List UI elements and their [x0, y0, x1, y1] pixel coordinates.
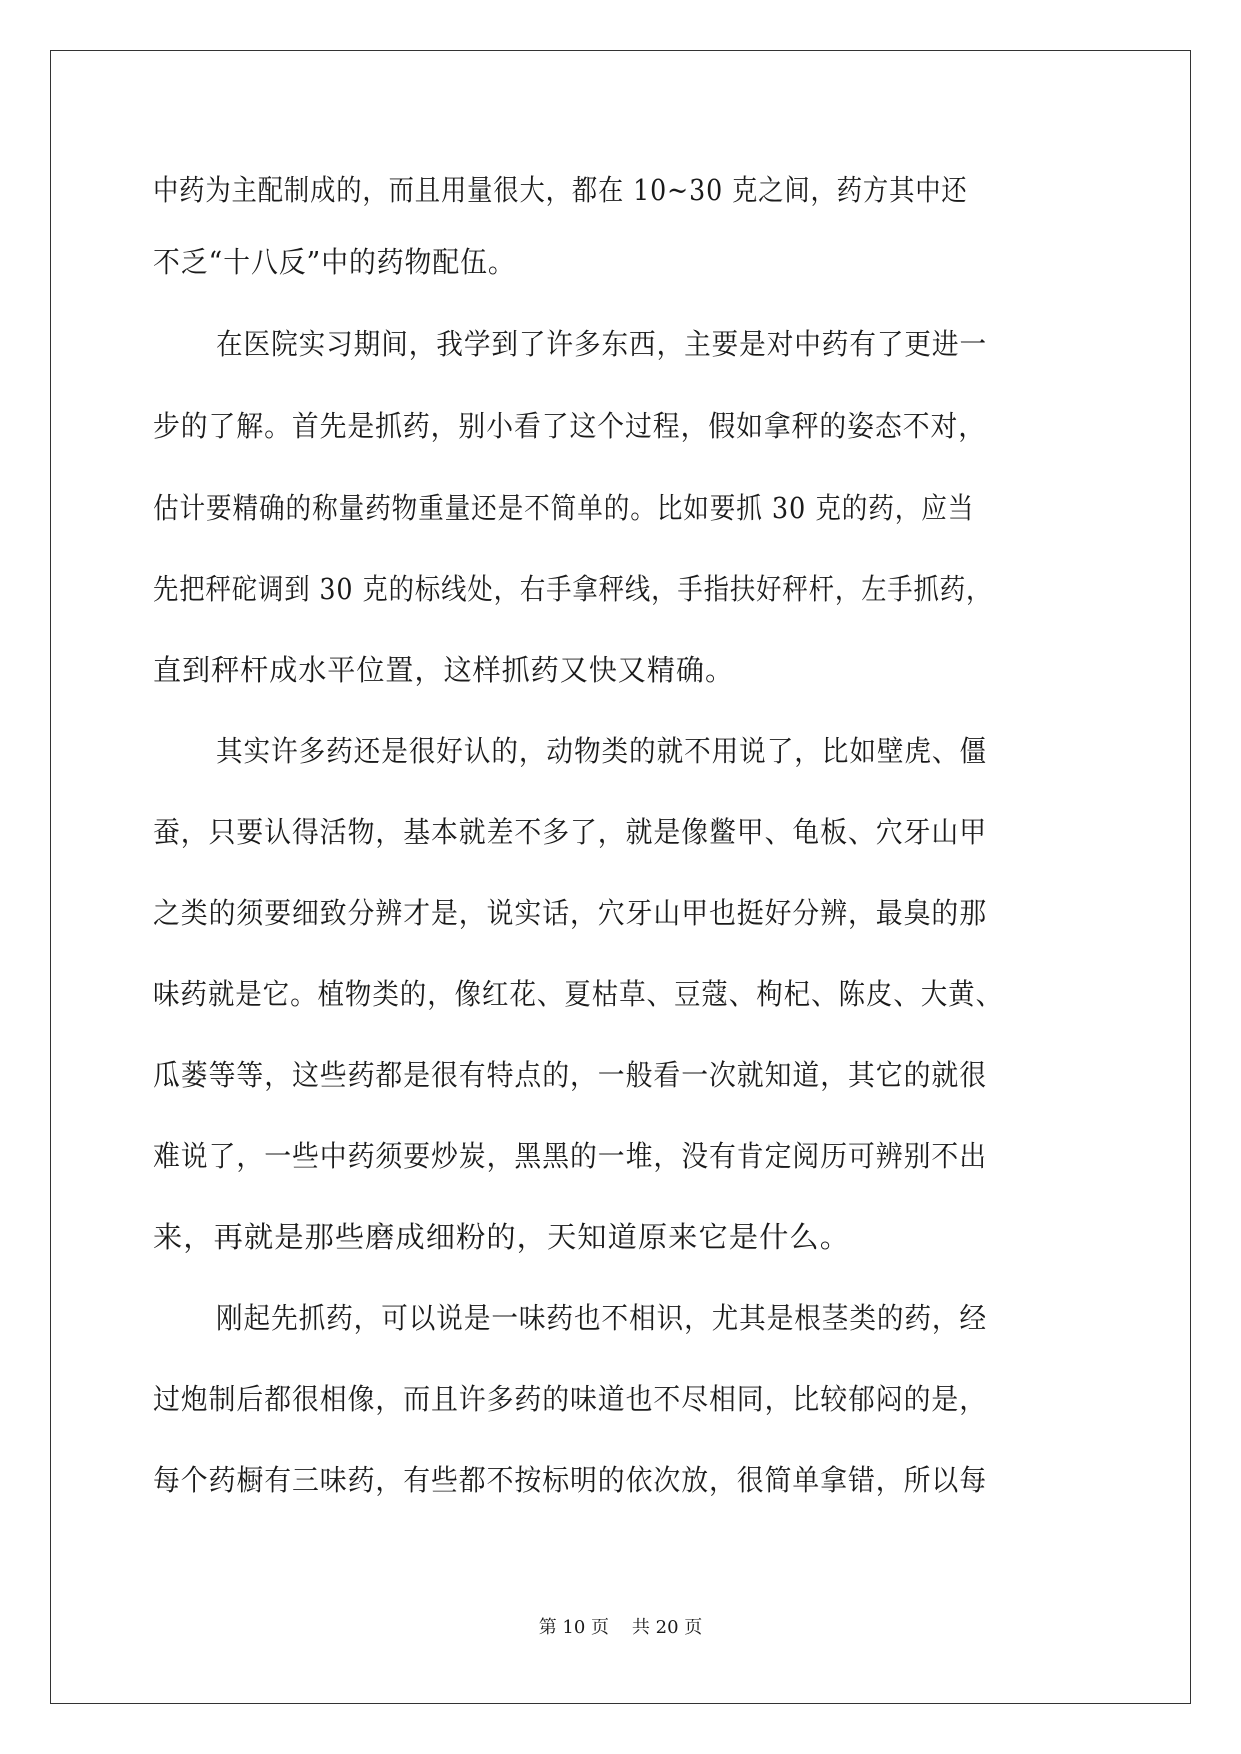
- text-line: 过炮制后都很相像，而且许多药的味道也不尽相同，比较郁闷的是，: [153, 1382, 988, 1416]
- page-footer: 第 10 页 共 20 页: [538, 1617, 703, 1638]
- text-line: 在医院实习期间，我学到了许多东西，主要是对中药有了更进一: [216, 327, 988, 361]
- text-line: 估计要精确的称量药物重量还是不简单的。比如要抓 30 克的药，应当: [153, 491, 975, 525]
- text-line: 每个药橱有三味药，有些都不按标明的依次放，很简单拿错，所以每: [153, 1463, 988, 1497]
- text-line: 中药为主配制成的，而且用量很大，都在 10~30 克之间，药方其中还: [153, 173, 968, 207]
- text-line: 蚕，只要认得活物，基本就差不多了，就是像鳖甲、龟板、穴牙山甲: [153, 815, 988, 849]
- page-border: [50, 50, 1191, 1704]
- text-line: 来，再就是那些磨成细粉的，天知道原来它是什么。: [153, 1220, 851, 1254]
- text-line: 之类的须要细致分辨才是，说实话，穴牙山甲也挺好分辨，最臭的那: [153, 896, 988, 930]
- text-line: 其实许多药还是很好认的，动物类的就不用说了，比如壁虎、僵: [216, 734, 988, 768]
- text-line: 先把秤砣调到 30 克的标线处，右手拿秤线，手指扶好秤杆，左手抓药，: [153, 572, 993, 606]
- text-line: 直到秤杆成水平位置，这样抓药又快又精确。: [153, 653, 735, 687]
- text-line: 难说了，一些中药须要炒炭，黑黑的一堆，没有肯定阅历可辨别不出: [153, 1139, 988, 1173]
- text-line: 刚起先抓药，可以说是一味药也不相识，尤其是根茎类的药，经: [216, 1301, 988, 1335]
- text-line: 味药就是它。植物类的，像红花、夏枯草、豆蔻、枸杞、陈皮、大黄、: [153, 977, 1004, 1011]
- text-line: 瓜蒌等等，这些药都是很有特点的，一般看一次就知道，其它的就很: [153, 1058, 988, 1092]
- text-line: 步的了解。首先是抓药，别小看了这个过程，假如拿秤的姿态不对，: [153, 409, 987, 443]
- text-line: 不乏“十八反”中的药物配伍。: [153, 245, 516, 279]
